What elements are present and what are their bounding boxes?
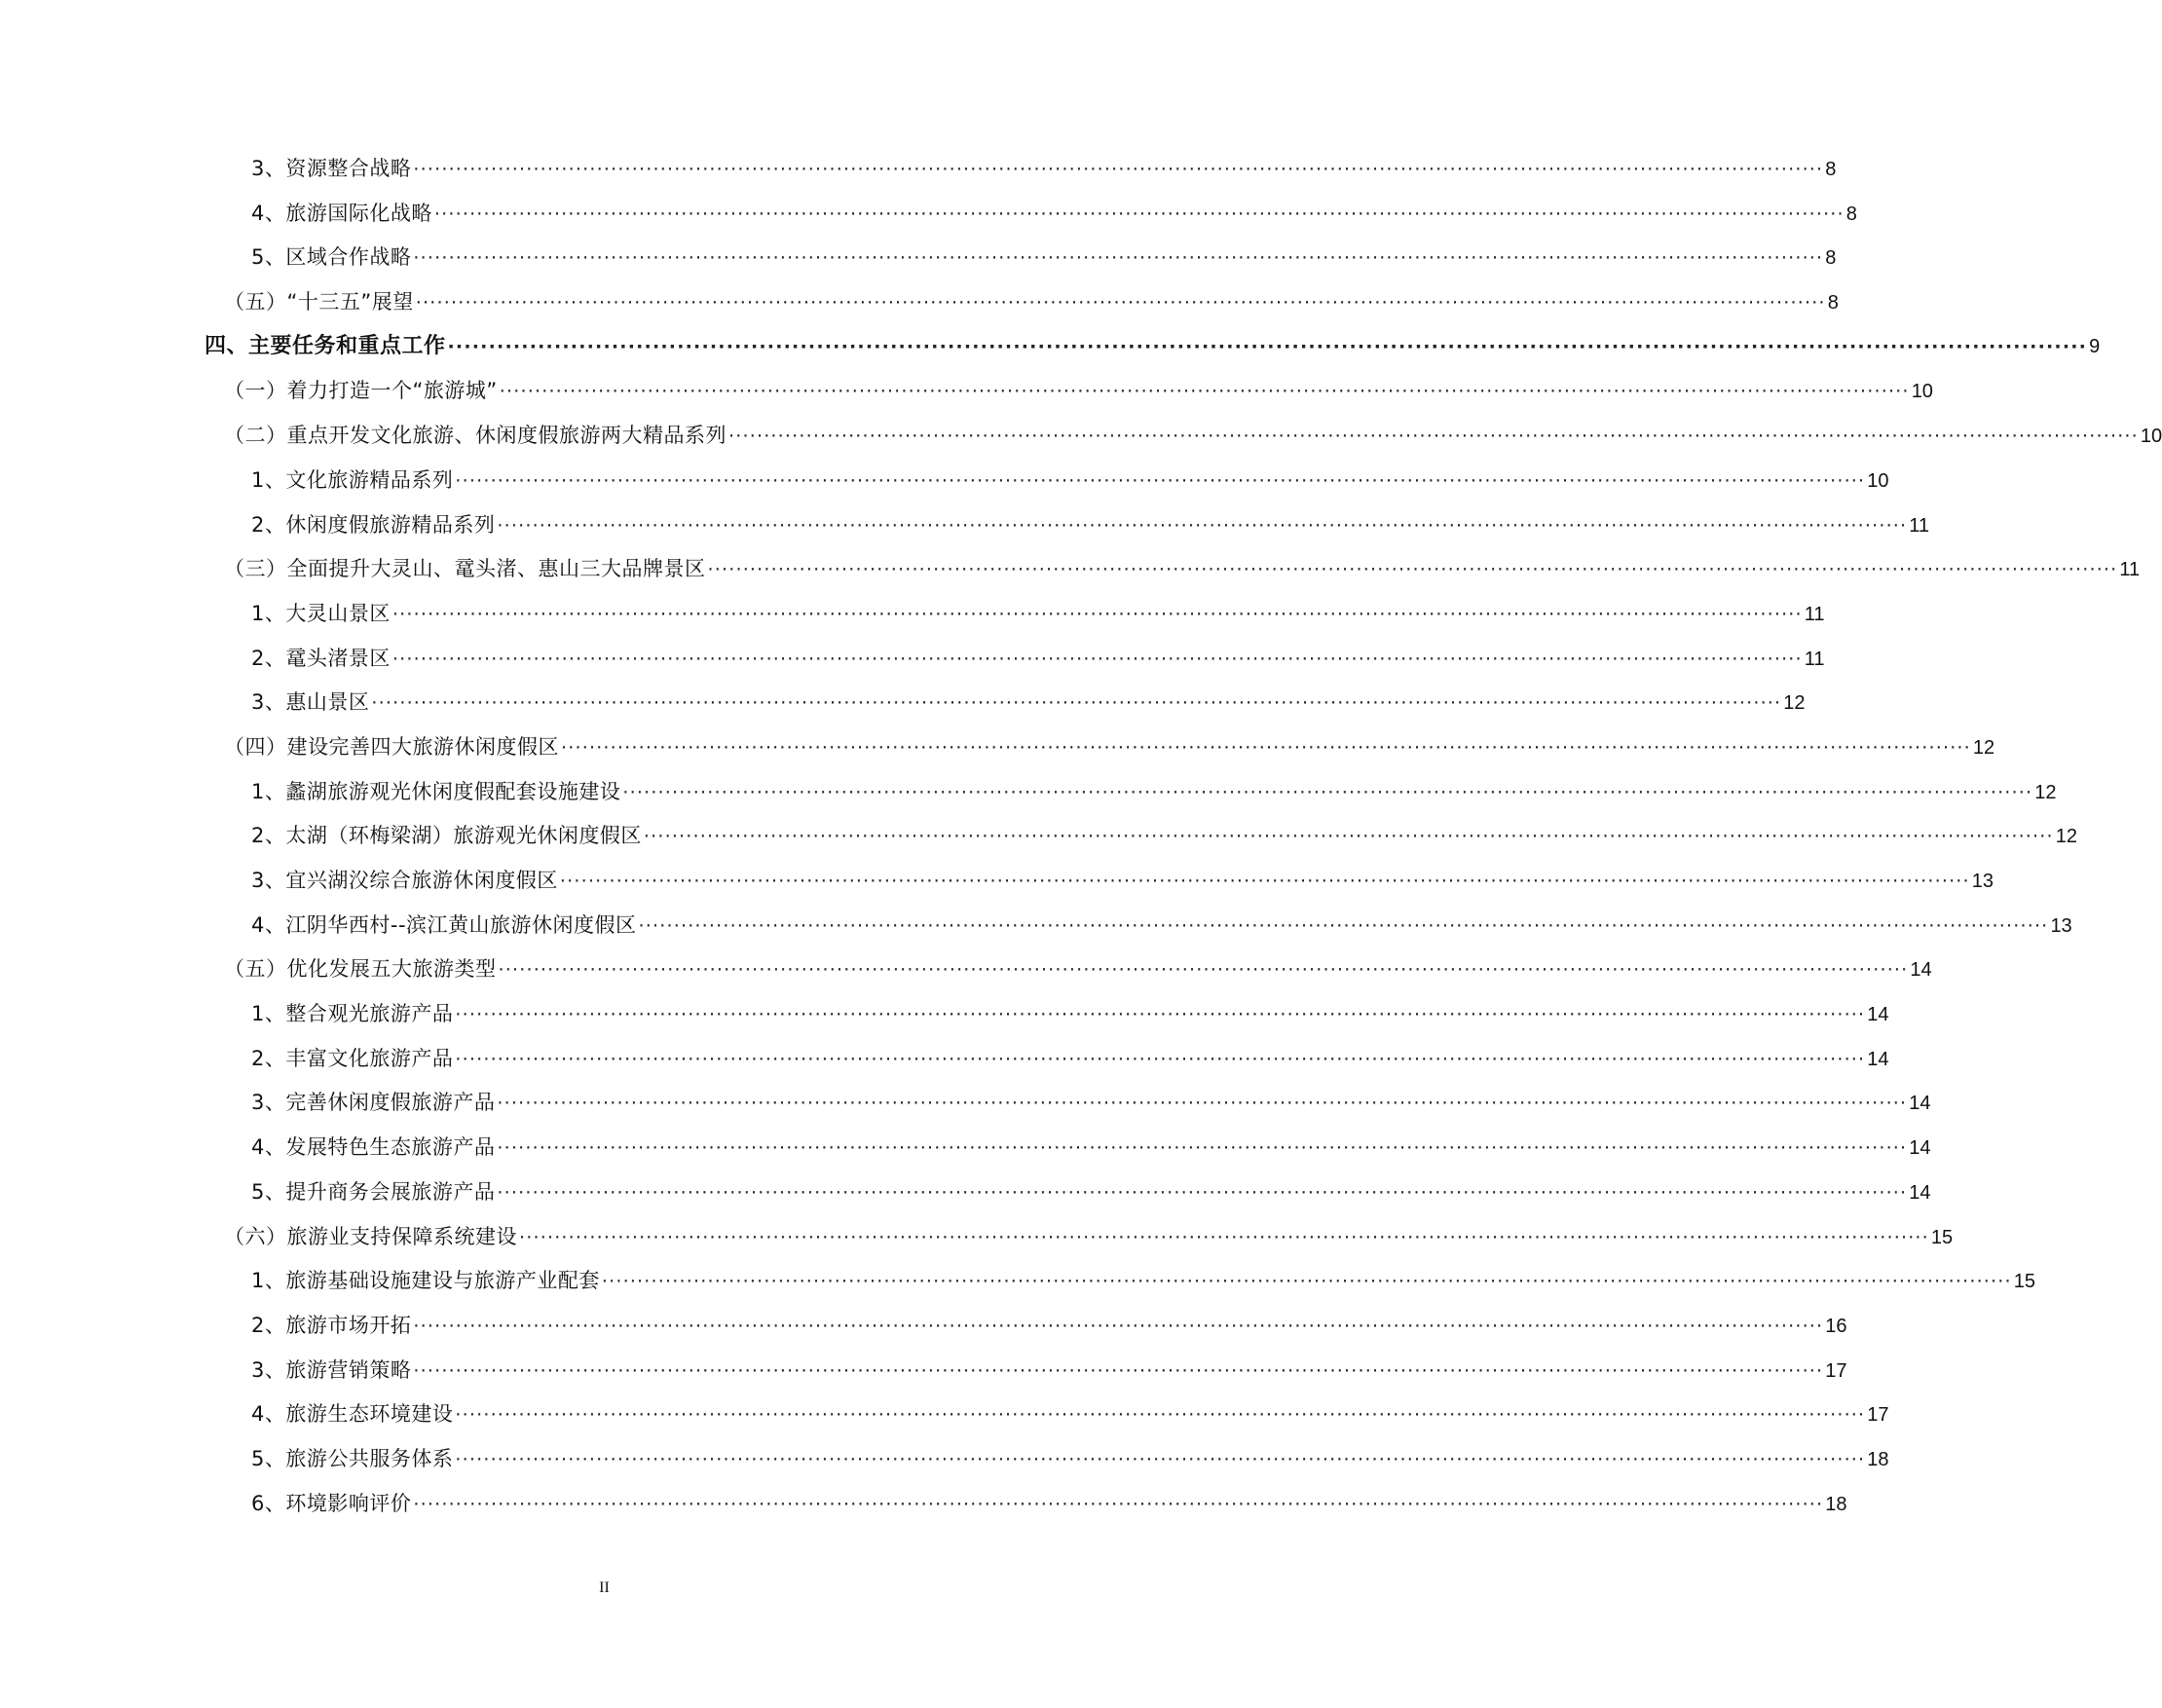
toc-entry-label: （六）旅游业支持保障系统建设 bbox=[224, 1224, 517, 1248]
toc-entry-label: （二）重点开发文化旅游、休闲度假旅游两大精品系列 bbox=[224, 424, 727, 448]
toc-entry-line bbox=[251, 1044, 1889, 1073]
toc-entry-label: 5、提升商务会展旅游产品 bbox=[251, 1179, 496, 1204]
toc-entry[interactable] bbox=[0, 1177, 1931, 1222]
toc-entry-line bbox=[251, 644, 1825, 673]
toc-dot-leader: ········································································································································································································ bbox=[447, 335, 2088, 357]
toc-entry-page: 13 bbox=[2050, 914, 2072, 937]
toc-entry-label: （五）优化发展五大旅游类型 bbox=[224, 957, 497, 982]
toc-dot-leader: ········································································································································································································ bbox=[519, 1226, 1929, 1248]
toc-dot-leader: ········································································································································································································ bbox=[433, 203, 1845, 225]
toc-entry-page: 15 bbox=[1930, 1226, 1954, 1248]
toc-entry-page: 14 bbox=[1909, 1137, 1931, 1160]
toc-entry-page: 12 bbox=[2055, 826, 2078, 848]
toc-entry[interactable] bbox=[0, 1044, 1889, 1089]
toc-dot-leader: ········································································································································································································ bbox=[643, 826, 2054, 848]
toc-entry-line bbox=[251, 687, 1806, 717]
toc-entry-page: 8 bbox=[1845, 203, 1857, 225]
toc-entry-label: 3、完善休闲度假旅游产品 bbox=[251, 1091, 496, 1115]
toc-entry[interactable] bbox=[0, 1222, 1954, 1267]
toc-entry-line bbox=[224, 421, 2162, 450]
toc-dot-leader: ········································································································································································································ bbox=[455, 1004, 1866, 1026]
toc-entry-page: 14 bbox=[1867, 1048, 1889, 1070]
toc-entry[interactable] bbox=[0, 1444, 1889, 1489]
toc-entry-line bbox=[251, 465, 1889, 495]
toc-entry-label: 2、鼋头渚景区 bbox=[251, 646, 391, 670]
toc-entry-label: 2、太湖（环梅梁湖）旅游观光休闲度假区 bbox=[251, 824, 642, 848]
toc-entry-line bbox=[251, 910, 2072, 940]
toc-dot-leader: ········································································································································································································ bbox=[497, 1093, 1908, 1115]
toc-entry-page: 18 bbox=[1825, 1493, 1847, 1515]
toc-dot-leader: ········································································································································································································ bbox=[707, 559, 2118, 581]
toc-entry-line bbox=[224, 1222, 1954, 1251]
toc-entry-line bbox=[224, 376, 1933, 405]
toc-dot-leader: ········································································································································································································ bbox=[497, 514, 1908, 537]
toc-entry-page: 14 bbox=[1910, 959, 1932, 982]
toc-entry-label: 1、文化旅游精品系列 bbox=[251, 467, 454, 492]
toc-dot-leader: ········································································································································································································ bbox=[371, 692, 1782, 715]
toc-entry-page: 8 bbox=[1827, 292, 1839, 315]
toc-entry-page: 10 bbox=[2140, 426, 2162, 448]
toc-entry[interactable] bbox=[0, 644, 1825, 688]
toc-entry-label: 4、旅游生态环境建设 bbox=[251, 1402, 454, 1427]
toc-entry-label: 2、休闲度假旅游精品系列 bbox=[251, 512, 496, 537]
toc-entry-page: 12 bbox=[2034, 781, 2057, 803]
toc-entry[interactable] bbox=[0, 1355, 1847, 1400]
toc-entry[interactable] bbox=[0, 1489, 1847, 1534]
toc-dot-leader: ········································································································································································································ bbox=[559, 871, 1970, 892]
toc-entry-page: 18 bbox=[1867, 1448, 1889, 1470]
toc-entry-page: 14 bbox=[1867, 1004, 1889, 1026]
toc-entry-line bbox=[251, 599, 1825, 628]
toc-dot-leader: ········································································································································································································ bbox=[498, 959, 1909, 982]
toc-entry-line bbox=[205, 332, 2101, 361]
toc-dot-leader: ········································································································································································································ bbox=[622, 781, 2033, 803]
toc-entry-line bbox=[251, 1355, 1847, 1385]
toc-entry-label: 1、整合观光旅游产品 bbox=[251, 1002, 454, 1026]
toc-entry-line bbox=[224, 732, 1995, 761]
toc-entry[interactable] bbox=[0, 999, 1889, 1044]
toc-dot-leader: ········································································································································································································ bbox=[455, 469, 1866, 492]
toc-entry[interactable] bbox=[0, 242, 1837, 287]
toc-entry[interactable] bbox=[0, 599, 1825, 644]
toc-entry[interactable] bbox=[0, 510, 1930, 555]
toc-entry-line bbox=[251, 777, 2057, 806]
toc-dot-leader: ········································································································································································································ bbox=[455, 1048, 1866, 1070]
toc-entry-label: 1、蠡湖旅游观光休闲度假配套设施建设 bbox=[251, 779, 621, 803]
toc-entry-line bbox=[251, 1444, 1889, 1473]
toc-entry-page: 10 bbox=[1911, 381, 1933, 403]
toc-entry-label: 4、江阴华西村--滨江黄山旅游休闲度假区 bbox=[251, 912, 637, 937]
toc-entry-label: 3、宜兴湖㳇综合旅游休闲度假区 bbox=[251, 869, 558, 892]
toc-entry[interactable] bbox=[0, 554, 2141, 599]
toc-entry[interactable] bbox=[0, 199, 1857, 243]
toc-dot-leader: ········································································································································································································ bbox=[391, 648, 1803, 670]
toc-dot-leader: ········································································································································································································ bbox=[728, 426, 2139, 448]
toc-entry-label: 四、主要任务和重点工作 bbox=[205, 333, 446, 358]
toc-entry[interactable] bbox=[0, 954, 1932, 999]
toc-entry[interactable] bbox=[0, 465, 1889, 510]
toc-entry-line bbox=[224, 554, 2141, 583]
toc-entry-line bbox=[224, 954, 1932, 984]
toc-entry[interactable] bbox=[0, 732, 1995, 777]
toc-entry[interactable] bbox=[0, 154, 1837, 199]
toc-entry[interactable] bbox=[0, 1266, 2036, 1311]
toc-entry-line bbox=[251, 821, 2078, 850]
toc-entry-label: 2、丰富文化旅游产品 bbox=[251, 1046, 454, 1070]
toc-dot-leader: ········································································································································································································ bbox=[413, 159, 1824, 180]
toc-entry[interactable] bbox=[0, 376, 1933, 421]
toc-entry-label: 3、惠山景区 bbox=[251, 690, 370, 715]
toc-dot-leader: ········································································································································································································ bbox=[638, 914, 2049, 937]
toc-dot-leader: ········································································································································································································ bbox=[415, 292, 1826, 315]
toc-entry[interactable] bbox=[0, 1132, 1931, 1177]
toc-entry-line bbox=[251, 1132, 1931, 1162]
toc-entry-label: （一）着力打造一个“旅游城” bbox=[224, 379, 498, 403]
toc-entry-page: 8 bbox=[1825, 247, 1837, 270]
toc-entry[interactable] bbox=[0, 421, 2162, 465]
toc-dot-leader: ········································································································································································································ bbox=[499, 381, 1910, 403]
toc-entry-page: 15 bbox=[2013, 1271, 2036, 1293]
toc-dot-leader: ········································································································································································································ bbox=[413, 1315, 1824, 1337]
toc-dot-leader: ········································································································································································································ bbox=[455, 1448, 1866, 1470]
toc-entry-page: 12 bbox=[1972, 736, 1995, 759]
toc-dot-leader: ········································································································································································································ bbox=[497, 1137, 1908, 1160]
toc-entry-line bbox=[251, 1177, 1931, 1207]
toc-entry-label: 1、大灵山景区 bbox=[251, 601, 391, 625]
page-number: II bbox=[599, 1579, 610, 1596]
toc-entry-page: 14 bbox=[1909, 1093, 1931, 1115]
toc-entry-label: 4、旅游国际化战略 bbox=[251, 201, 432, 225]
toc-entry-label: （四）建设完善四大旅游休闲度假区 bbox=[224, 734, 559, 759]
toc-entry-page: 11 bbox=[2119, 559, 2141, 581]
toc-entry-line bbox=[251, 154, 1837, 183]
toc-entry-page: 13 bbox=[1971, 871, 1994, 892]
toc-entry-line bbox=[251, 1088, 1931, 1117]
toc-entry-line bbox=[251, 1311, 1847, 1340]
toc-entry[interactable] bbox=[0, 332, 2101, 377]
toc-entry[interactable] bbox=[0, 821, 2078, 866]
toc-entry-label: 5、区域合作战略 bbox=[251, 245, 412, 270]
toc-entry-label: 4、发展特色生态旅游产品 bbox=[251, 1135, 496, 1160]
toc-entry-page: 12 bbox=[1783, 692, 1806, 715]
toc-entry-label: （三）全面提升大灵山、鼋头渚、惠山三大品牌景区 bbox=[224, 557, 706, 581]
toc-entry-line bbox=[251, 1489, 1847, 1518]
toc-entry[interactable] bbox=[0, 1311, 1847, 1355]
toc-entry-page: 11 bbox=[1804, 648, 1825, 670]
toc-entry[interactable] bbox=[0, 1399, 1889, 1444]
toc-entry-page: 14 bbox=[1909, 1181, 1931, 1204]
toc-entry-line bbox=[251, 866, 1994, 895]
toc-entry-label: 2、旅游市场开拓 bbox=[251, 1313, 412, 1337]
toc-entry-line bbox=[251, 510, 1930, 539]
toc-entry-page: 9 bbox=[2089, 335, 2101, 357]
toc-entry[interactable] bbox=[0, 910, 2072, 955]
toc-dot-leader: ········································································································································································································ bbox=[391, 603, 1803, 625]
toc-entry[interactable] bbox=[0, 687, 1806, 732]
toc-entry[interactable] bbox=[0, 866, 1994, 910]
table-of-contents bbox=[0, 154, 2162, 1533]
toc-entry-page: 11 bbox=[1804, 603, 1825, 625]
toc-dot-leader: ········································································································································································································ bbox=[413, 1359, 1824, 1382]
toc-dot-leader: ········································································································································································································ bbox=[601, 1271, 2012, 1293]
toc-entry-page: 8 bbox=[1825, 159, 1837, 180]
toc-dot-leader: ········································································································································································································ bbox=[413, 247, 1824, 270]
toc-entry-line bbox=[251, 1399, 1889, 1429]
toc-entry-line bbox=[251, 242, 1837, 272]
toc-entry-page: 17 bbox=[1867, 1404, 1889, 1427]
toc-entry-page: 17 bbox=[1825, 1359, 1847, 1382]
toc-entry-label: 3、资源整合战略 bbox=[251, 157, 412, 180]
toc-entry[interactable] bbox=[0, 287, 1839, 332]
toc-entry-line bbox=[251, 999, 1889, 1028]
toc-entry-line bbox=[224, 287, 1839, 316]
toc-entry-page: 10 bbox=[1867, 469, 1889, 492]
toc-entry[interactable] bbox=[0, 777, 2057, 822]
toc-entry-label: （五）“十三五”展望 bbox=[224, 290, 414, 315]
toc-entry[interactable] bbox=[0, 1088, 1931, 1132]
toc-dot-leader: ········································································································································································································ bbox=[455, 1404, 1866, 1427]
toc-entry-line bbox=[251, 199, 1857, 228]
toc-entry-label: 1、旅游基础设施建设与旅游产业配套 bbox=[251, 1269, 600, 1293]
toc-entry-label: 5、旅游公共服务体系 bbox=[251, 1446, 454, 1470]
toc-entry-line bbox=[251, 1266, 2036, 1295]
toc-entry-page: 16 bbox=[1825, 1315, 1847, 1337]
toc-dot-leader: ········································································································································································································ bbox=[413, 1493, 1824, 1515]
toc-dot-leader: ········································································································································································································ bbox=[497, 1181, 1908, 1204]
toc-entry-page: 11 bbox=[1909, 514, 1930, 537]
toc-entry-label: 3、旅游营销策略 bbox=[251, 1357, 412, 1382]
toc-entry-label: 6、环境影响评价 bbox=[251, 1491, 412, 1515]
toc-dot-leader: ········································································································································································································ bbox=[561, 736, 1971, 759]
